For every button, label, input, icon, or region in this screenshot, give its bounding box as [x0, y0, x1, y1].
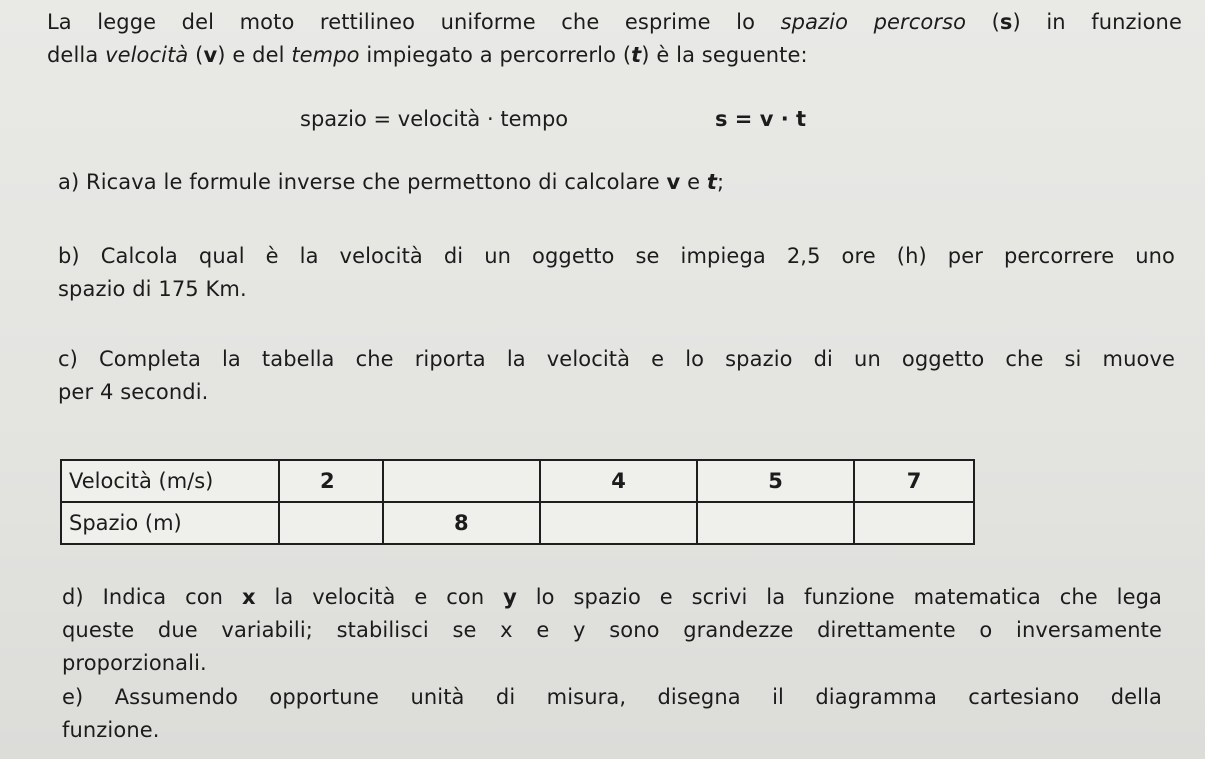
intro-text: ( — [966, 10, 1000, 34]
question-d-line-3: proporzionali. — [62, 651, 207, 675]
table-cell[interactable]: 2 — [279, 460, 383, 502]
intro-text: ) è la seguente: — [641, 43, 808, 67]
question-c — [58, 343, 1175, 409]
question-d — [62, 581, 1162, 680]
table-header-velocity: Velocità (m/s) — [61, 460, 279, 502]
intro-bold-t: t — [631, 43, 642, 67]
intro-text: ( — [188, 43, 204, 67]
question-b — [58, 240, 1175, 306]
intro-bold-s: s — [999, 10, 1013, 34]
formula-words: spazio = velocità · tempo — [300, 107, 569, 131]
question-d-text: lo spazio e scrivi la funzione matematica che lega — [516, 585, 1163, 609]
intro-italic-tempo: tempo — [291, 43, 360, 67]
question-a-bold-t: t — [706, 170, 718, 194]
intro-italic-velocita: velocità — [105, 43, 189, 67]
intro-text: La legge del moto rettilineo uniforme che esprime lo — [47, 10, 781, 34]
intro-line-2 — [47, 43, 808, 67]
table-row-space — [61, 502, 974, 544]
question-e-line-1: e) Assumendo opportune unità di misura, disegna il diagramma cartesiano della — [62, 685, 1162, 709]
intro-text: impiegato a percorrerlo ( — [359, 43, 632, 67]
table-cell[interactable] — [854, 502, 974, 544]
table-row-velocity — [61, 460, 974, 502]
intro-text: ) e del — [217, 43, 292, 67]
question-a-text: e — [680, 170, 707, 194]
question-a-text: a) Ricava le formule inverse che permettono di calcolare — [58, 170, 667, 194]
table-cell[interactable] — [540, 502, 697, 544]
question-c-line-1: c) Completa la tabella che riporta la velocità e lo spazio di un oggetto che si muove — [58, 347, 1175, 371]
question-c-line-2: per 4 secondi. — [58, 380, 209, 404]
question-d-line-2: queste due variabili; stabilisci se x e y sono grandezze direttamente o inversamente — [62, 618, 1162, 642]
table-cell[interactable]: 5 — [697, 460, 854, 502]
intro-text: ) in funzione — [1012, 10, 1182, 34]
formula-symbols: s = v · t — [715, 107, 807, 131]
intro-text: della — [47, 43, 106, 67]
table-cell[interactable]: 8 — [383, 502, 540, 544]
table-header-space: Spazio (m) — [61, 502, 279, 544]
table-cell[interactable] — [383, 460, 540, 502]
intro-paragraph — [47, 6, 1182, 72]
question-d-bold-y: y — [503, 585, 517, 609]
table-cell[interactable]: 4 — [540, 460, 697, 502]
table-cell[interactable] — [279, 502, 383, 544]
question-b-line-2: spazio di 175 Km. — [58, 277, 247, 301]
question-a-bold-v: v — [666, 170, 681, 194]
question-d-line-1 — [62, 581, 1162, 614]
question-a — [58, 166, 724, 199]
intro-italic-spazio: spazio percorso — [780, 10, 967, 34]
question-d-bold-x: x — [241, 585, 256, 609]
table-cell[interactable] — [697, 502, 854, 544]
intro-bold-v: v — [203, 43, 218, 67]
velocity-space-table — [60, 459, 975, 545]
question-a-text: ; — [717, 170, 725, 194]
question-e — [62, 681, 1162, 747]
question-d-text: la velocità e con — [255, 585, 504, 609]
question-e-line-2: funzione. — [62, 718, 160, 742]
question-d-text: d) Indica con — [62, 585, 242, 609]
intro-line-1 — [47, 6, 1182, 39]
question-b-line-1: b) Calcola qual è la velocità di un oggetto se impiega 2,5 ore (h) per percorrere uno — [58, 244, 1175, 268]
table-cell[interactable]: 7 — [854, 460, 974, 502]
